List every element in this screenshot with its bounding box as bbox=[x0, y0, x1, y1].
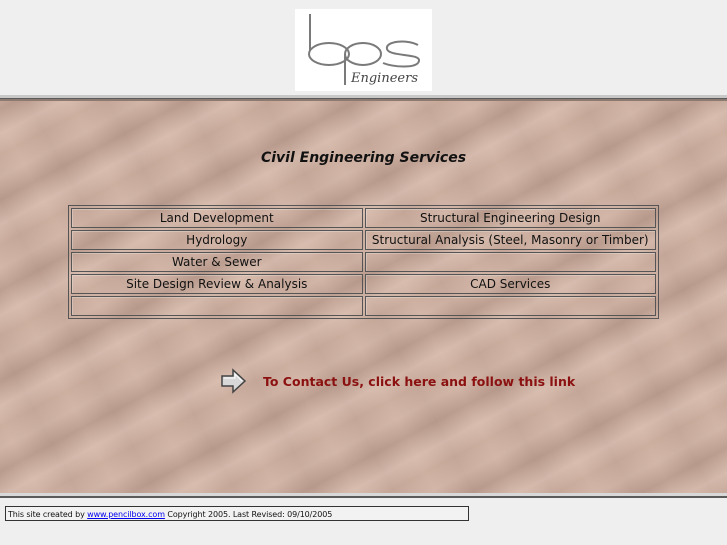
service-cell: Site Design Review & Analysis bbox=[71, 274, 363, 294]
service-cell: Water & Sewer bbox=[71, 252, 363, 272]
arrow-right-icon[interactable] bbox=[220, 368, 247, 394]
footer-copyright: Copyright 2005. Last Revised: 09/10/2005 bbox=[164, 510, 333, 519]
service-cell: Structural Analysis (Steel, Masonry or Timber) bbox=[365, 230, 657, 250]
bps-engineers-logo bbox=[295, 9, 432, 91]
table-row bbox=[71, 230, 656, 250]
table-row bbox=[71, 252, 656, 272]
pencilbox-link[interactable]: www.pencilbox.com bbox=[87, 510, 165, 519]
footer-credits bbox=[5, 506, 469, 521]
service-cell: CAD Services bbox=[365, 274, 657, 294]
bottom-divider bbox=[0, 493, 727, 499]
table-row bbox=[71, 296, 656, 316]
page-title: Civil Engineering Services bbox=[260, 150, 467, 166]
header bbox=[0, 0, 727, 95]
table-row bbox=[71, 274, 656, 294]
services-table bbox=[68, 205, 659, 319]
service-cell: Structural Engineering Design bbox=[365, 208, 657, 228]
service-cell: Hydrology bbox=[71, 230, 363, 250]
logo-subtitle: Engineers bbox=[351, 71, 418, 86]
service-cell bbox=[365, 252, 657, 272]
service-cell: Land Development bbox=[71, 208, 363, 228]
service-cell bbox=[365, 296, 657, 316]
footer-prefix: This site created by bbox=[8, 510, 88, 519]
contact-us-link[interactable]: To Contact Us, click here and follow this link bbox=[263, 373, 576, 389]
table-row bbox=[71, 208, 656, 228]
contact-section bbox=[220, 368, 575, 394]
service-cell bbox=[71, 296, 363, 316]
